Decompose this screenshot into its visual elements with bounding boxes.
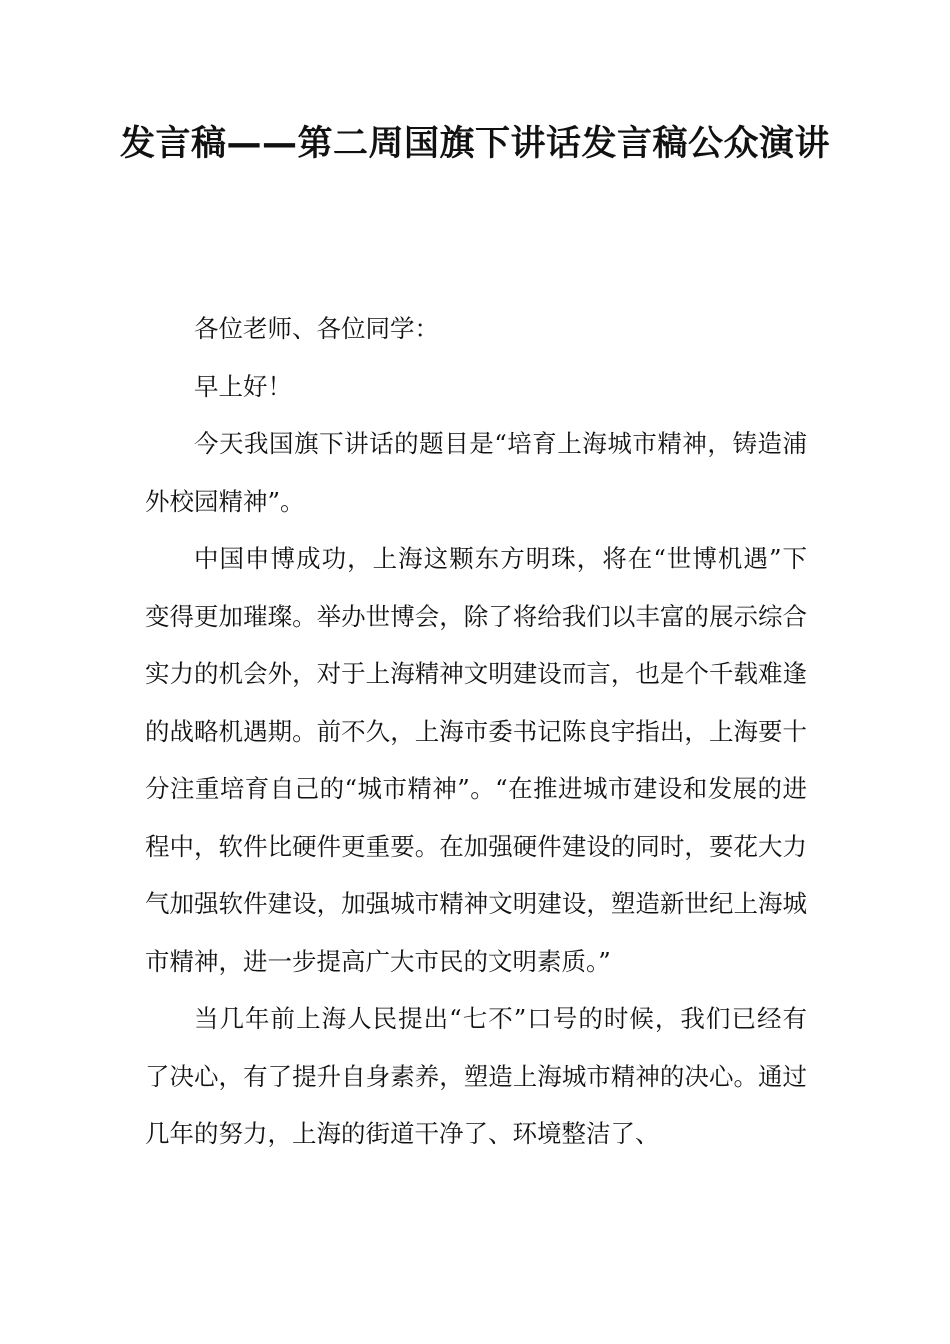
paragraph-topic: 今天我国旗下讲话的题目是“培育上海城市精神，铸造浦外校园精神”。 — [145, 429, 807, 516]
paragraph-expo: 中国申博成功，上海这颗东方明珠，将在“世博机遇”下变得更加璀璨。举办世博会，除了将给我们以丰富的展示综合实力的机会外，对于上海精神文明建设而言，也是个千载难逢的战略机遇期。前不久，上海市委书记陈良宇指出，上海要十分注重培育自己的“城市精神”。“在推进城市建设和发展的进程中，软件比硬件更重要。在加强硬件建设的同时，要花大力气加强软件建设，加强城市精神文明建设，塑造新世纪上海城市精神，进一步提高广大市民的文明素质。” — [145, 544, 807, 976]
document-body — [145, 300, 807, 1163]
paragraph-morning: 早上好！ — [194, 371, 292, 401]
document-title: 发言稿——第二周国旗下讲话发言稿公众演讲 — [120, 124, 831, 164]
paragraph-greeting: 各位老师、各位同学： — [194, 314, 439, 343]
paragraph-seven-nos: 当几年前上海人民提出“七不”口号的时候，我们已经有了决心，有了提升自身素养，塑造上海城市精神的决心。通过几年的努力，上海的街道干净了、环境整洁了、 — [145, 1004, 807, 1148]
